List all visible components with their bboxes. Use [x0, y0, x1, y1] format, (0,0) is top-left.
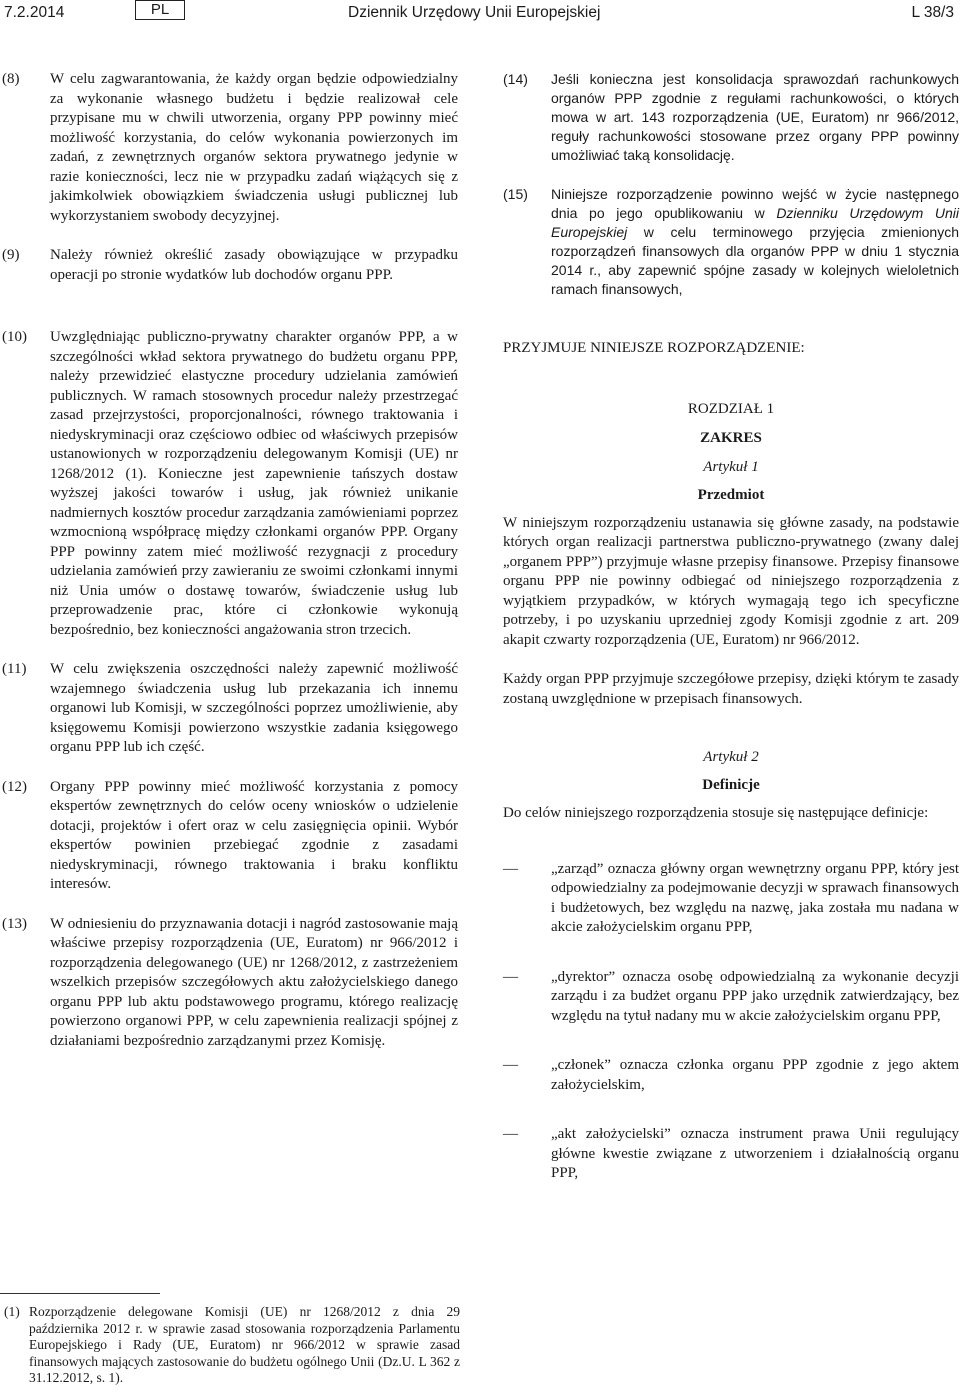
- journal-name-italic: Dzienniku Urzędowym Unii Europejskiej: [551, 205, 959, 240]
- recital-text: Jeśli konieczna jest konsolidacja sprawozdań rachunkowych organów PPP zgodnie z regułami rachunkowości, o których mowa w art. 143 rozporządzenia (UE, Euratom) nr 966/2012, reguły rachunkowości stosowane przez organy PPP powinny umożliwiać taką konsolidację.: [551, 71, 959, 163]
- adoption-statement: PRZYJMUJE NINIEJSZE ROZPORZĄDZENIE:: [503, 340, 805, 356]
- definition-text: „dyrektor” oznacza osobę odpowiedzialną za wykonanie decyzji zarządu i za budżet organu PPP jako urzędnik zatwierdzający, bez względu na tytuł nadany mu w akcie założycielskim organu PPP,: [551, 968, 959, 1024]
- recital-text-part: w celu terminowego przyjęcia zmienionych rozporządzeń finansowych dla organów PPP w dniu 1 stycznia 2014 r., aby zapewnić spójne zasady w kolejnych wieloletnich ramach finansowych,: [551, 224, 959, 297]
- recital-10: [2, 328, 458, 640]
- recital-15: [503, 185, 959, 299]
- definition-item: [503, 1125, 959, 1184]
- recital-11: [2, 660, 458, 758]
- recital-number: (11): [2, 661, 27, 677]
- definition-text: „zarząd” oznacza główny organ wewnętrzny organu PPP, który jest odpowiedzialny za podejmowanie decyzji w sprawach finansowych i budżetowych, bez względu na nazwę, jaka została mu nadana w akcie założycielskim organu PPP,: [551, 860, 959, 935]
- recital-9: [2, 246, 458, 285]
- recital-text: Uwzględniając publiczno-prywatny charakter organów PPP, a w szczególności wkład sektora prywatnego do budżetu organu PPP, należy przewidzieć elastyczne procedury udzielania zamówień publicznych. W ramach stosownych procedur należy przestrzegać zasad przejrzystości, proporcjonalności, równego traktowania i niedyskryminacji oraz częściowo odbiec od właściwych przepisów ustanowionych w rozporządzeniu delegowanym Komisji (UE) nr 1268/2012 (1). Konieczne jest zapewnienie tańszych dostaw wyższej jakości towarów i usług, jak również unikanie nadmiernych kosztów procedur zarządzania zamówieniami poprzez wzmocnioną współpracę między członkami organów PPP. Organy PPP powinny zatem mieć możliwość rezygnacji z procedury udzielania zamówień przy zawieraniu ze swoimi członkami innymi niż Unia umów o dostawę towarów, świadczenie usług lub przeprowadzenie prac, które ci członkowie wykonują bezpośrednio, bez konieczności angażowania stron trzecich.: [50, 329, 458, 638]
- recital-text: Organy PPP powinny mieć możliwość korzystania z pomocy ekspertów zewnętrznych do celów oceny wniosków o udzielenie dotacji, projektów i ofert oraz w celu zasięgnięcia opinii. Wybór ekspertów powinien przebiegać zgodnie z zasadami niedyskryminacji, równego traktowania i braku konfliktu interesów.: [50, 778, 458, 892]
- dash-marker: —: [503, 1057, 518, 1073]
- dash-marker: —: [503, 860, 518, 877]
- recital-14: [503, 70, 959, 165]
- article-2-intro: Do celów niniejszego rozporządzenia stosuje się następujące definicje:: [503, 805, 929, 821]
- footnote-text: Rozporządzenie delegowane Komisji (UE) nr 1268/2012 z dnia 29 października 2012 r. w sprawie zasad stosowania rozporządzenia Parlamentu Europejskiego i Rady (UE, Euratom) nr 966/2012 w sprawie zasad finansowych mających zastosowanie do budżetu ogólnego Unii (Dz.U. L 362 z 31.12.2012, s. 1).: [29, 1304, 460, 1385]
- definition-item: [503, 1056, 959, 1095]
- recital-text: W celu zwiększenia oszczędności należy zapewnić możliwość wzajemnego świadczenia usług lub przekazania ich innemu organowi lub Komisji, w szczególności poprzez umożliwienie, aby księgowemu Komisji powierzono wszystkie zadania księgowego organu PPP lub ich część.: [50, 661, 458, 755]
- recital-text: W odniesieniu do przyznawania dotacji i nagród zastosowanie mają właściwe przepisy rozporządzenia (UE, Euratom) nr 966/2012 i rozporządzenia delegowanego (UE) nr 1268/2012, z zastrzeżeniem wszelkich przepisów szczegółowych aktu założycielskiego danego organu PPP lub aktu podstawowego programu, którego realizację powierzono organowi PPP, w celu zapewnienia realizacji spójnej z działaniami bezpośrednio zarządzanymi przez Komisję.: [50, 915, 458, 1049]
- recital-text: W celu zagwarantowania, że każdy organ będzie odpowiedzialny za wykonanie własnego budżetu i będzie realizował cele przypisane mu w chwili utworzenia, organy PPP powinny mieć możliwość korzystania, do celów wykonania powierzonych im zadań, z zewnętrznych organów sektora prywatnego jedynie w razie konieczności, lecz nie w przypadku zadań wiążących się z jakimkolwiek obowiązkiem świadczenia usługi publicznej lub wykorzystaniem swobody decyzyjnej.: [50, 71, 458, 224]
- article-1-paragraph-1: W niniejszym rozporządzeniu ustanawia się główne zasady, na podstawie których organ realizacji partnerstwa publiczno-prywatnego (zwany dalej „organem PPP”) przyjmuje własne przepisy finansowe. Przepisy finansowe organu PPP nie powinny odbiegać od niniejszego rozporządzenia z wyjątkiem przypadków, w których wymagają tego ich specyficzne potrzeby, i po uzyskaniu uprzedniej zgody Komisji zgodnie z art. 209 akapit czwarty rozporządzenia (UE, Euratom) nr 966/2012.: [503, 514, 959, 648]
- article-1-heading: Artykuł 1: [703, 458, 759, 475]
- journal-title: Dziennik Urzędowy Unii Europejskiej: [348, 4, 601, 21]
- recital-number: (12): [2, 778, 27, 795]
- definition-text: „członek” oznacza członka organu PPP zgodnie z jego aktem założycielskim,: [551, 1057, 959, 1093]
- dash-marker: —: [503, 968, 518, 985]
- recital-number: (10): [2, 329, 27, 345]
- left-column: [2, 70, 458, 1051]
- recital-number: (14): [503, 71, 528, 87]
- recital-number: (15): [503, 186, 528, 202]
- recital-12: [2, 778, 458, 895]
- recital-text: [551, 185, 959, 299]
- article-2-heading: Artykuł 2: [703, 749, 759, 765]
- article-2-title: Definicje: [702, 777, 760, 793]
- recital-number: (8): [2, 71, 20, 87]
- footnote-divider: [0, 1293, 160, 1294]
- publication-date: 7.2.2014: [4, 4, 65, 21]
- footnote: [4, 1304, 460, 1387]
- recital-number: (13): [2, 915, 27, 932]
- recital-text-part: Niniejsze rozporządzenie powinno wejść w życie następnego dnia po jego opublikowaniu w: [551, 186, 959, 221]
- definition-item: [503, 968, 959, 1027]
- definition-item: [503, 860, 959, 938]
- article-1-title: Przedmiot: [697, 486, 765, 503]
- recital-8: [2, 70, 458, 226]
- definition-text: „akt założycielski” oznacza instrument prawa Unii regulujący główne kwestie związane z utworzeniem i działalnością organu PPP,: [551, 1126, 959, 1181]
- article-1-paragraph-2: Każdy organ PPP przyjmuje szczegółowe przepisy, dzięki którym te zasady zostaną uwzględnione w przepisach finansowych.: [503, 671, 959, 707]
- recital-text: Należy również określić zasady obowiązujące w przypadku operacji po stronie wydatków lub dochodów organu PPP.: [50, 247, 458, 283]
- page-header: [0, 0, 960, 28]
- right-column: [503, 70, 959, 1184]
- footnote-number: (1): [4, 1304, 20, 1319]
- chapter-heading: ROZDZIAŁ 1: [687, 400, 775, 417]
- recital-13: [2, 915, 458, 1052]
- page-reference: L 38/3: [911, 4, 954, 21]
- dash-marker: —: [503, 1126, 518, 1142]
- language-badge: PL: [135, 0, 185, 20]
- recital-number: (9): [2, 247, 20, 263]
- chapter-title: ZAKRES: [700, 429, 762, 446]
